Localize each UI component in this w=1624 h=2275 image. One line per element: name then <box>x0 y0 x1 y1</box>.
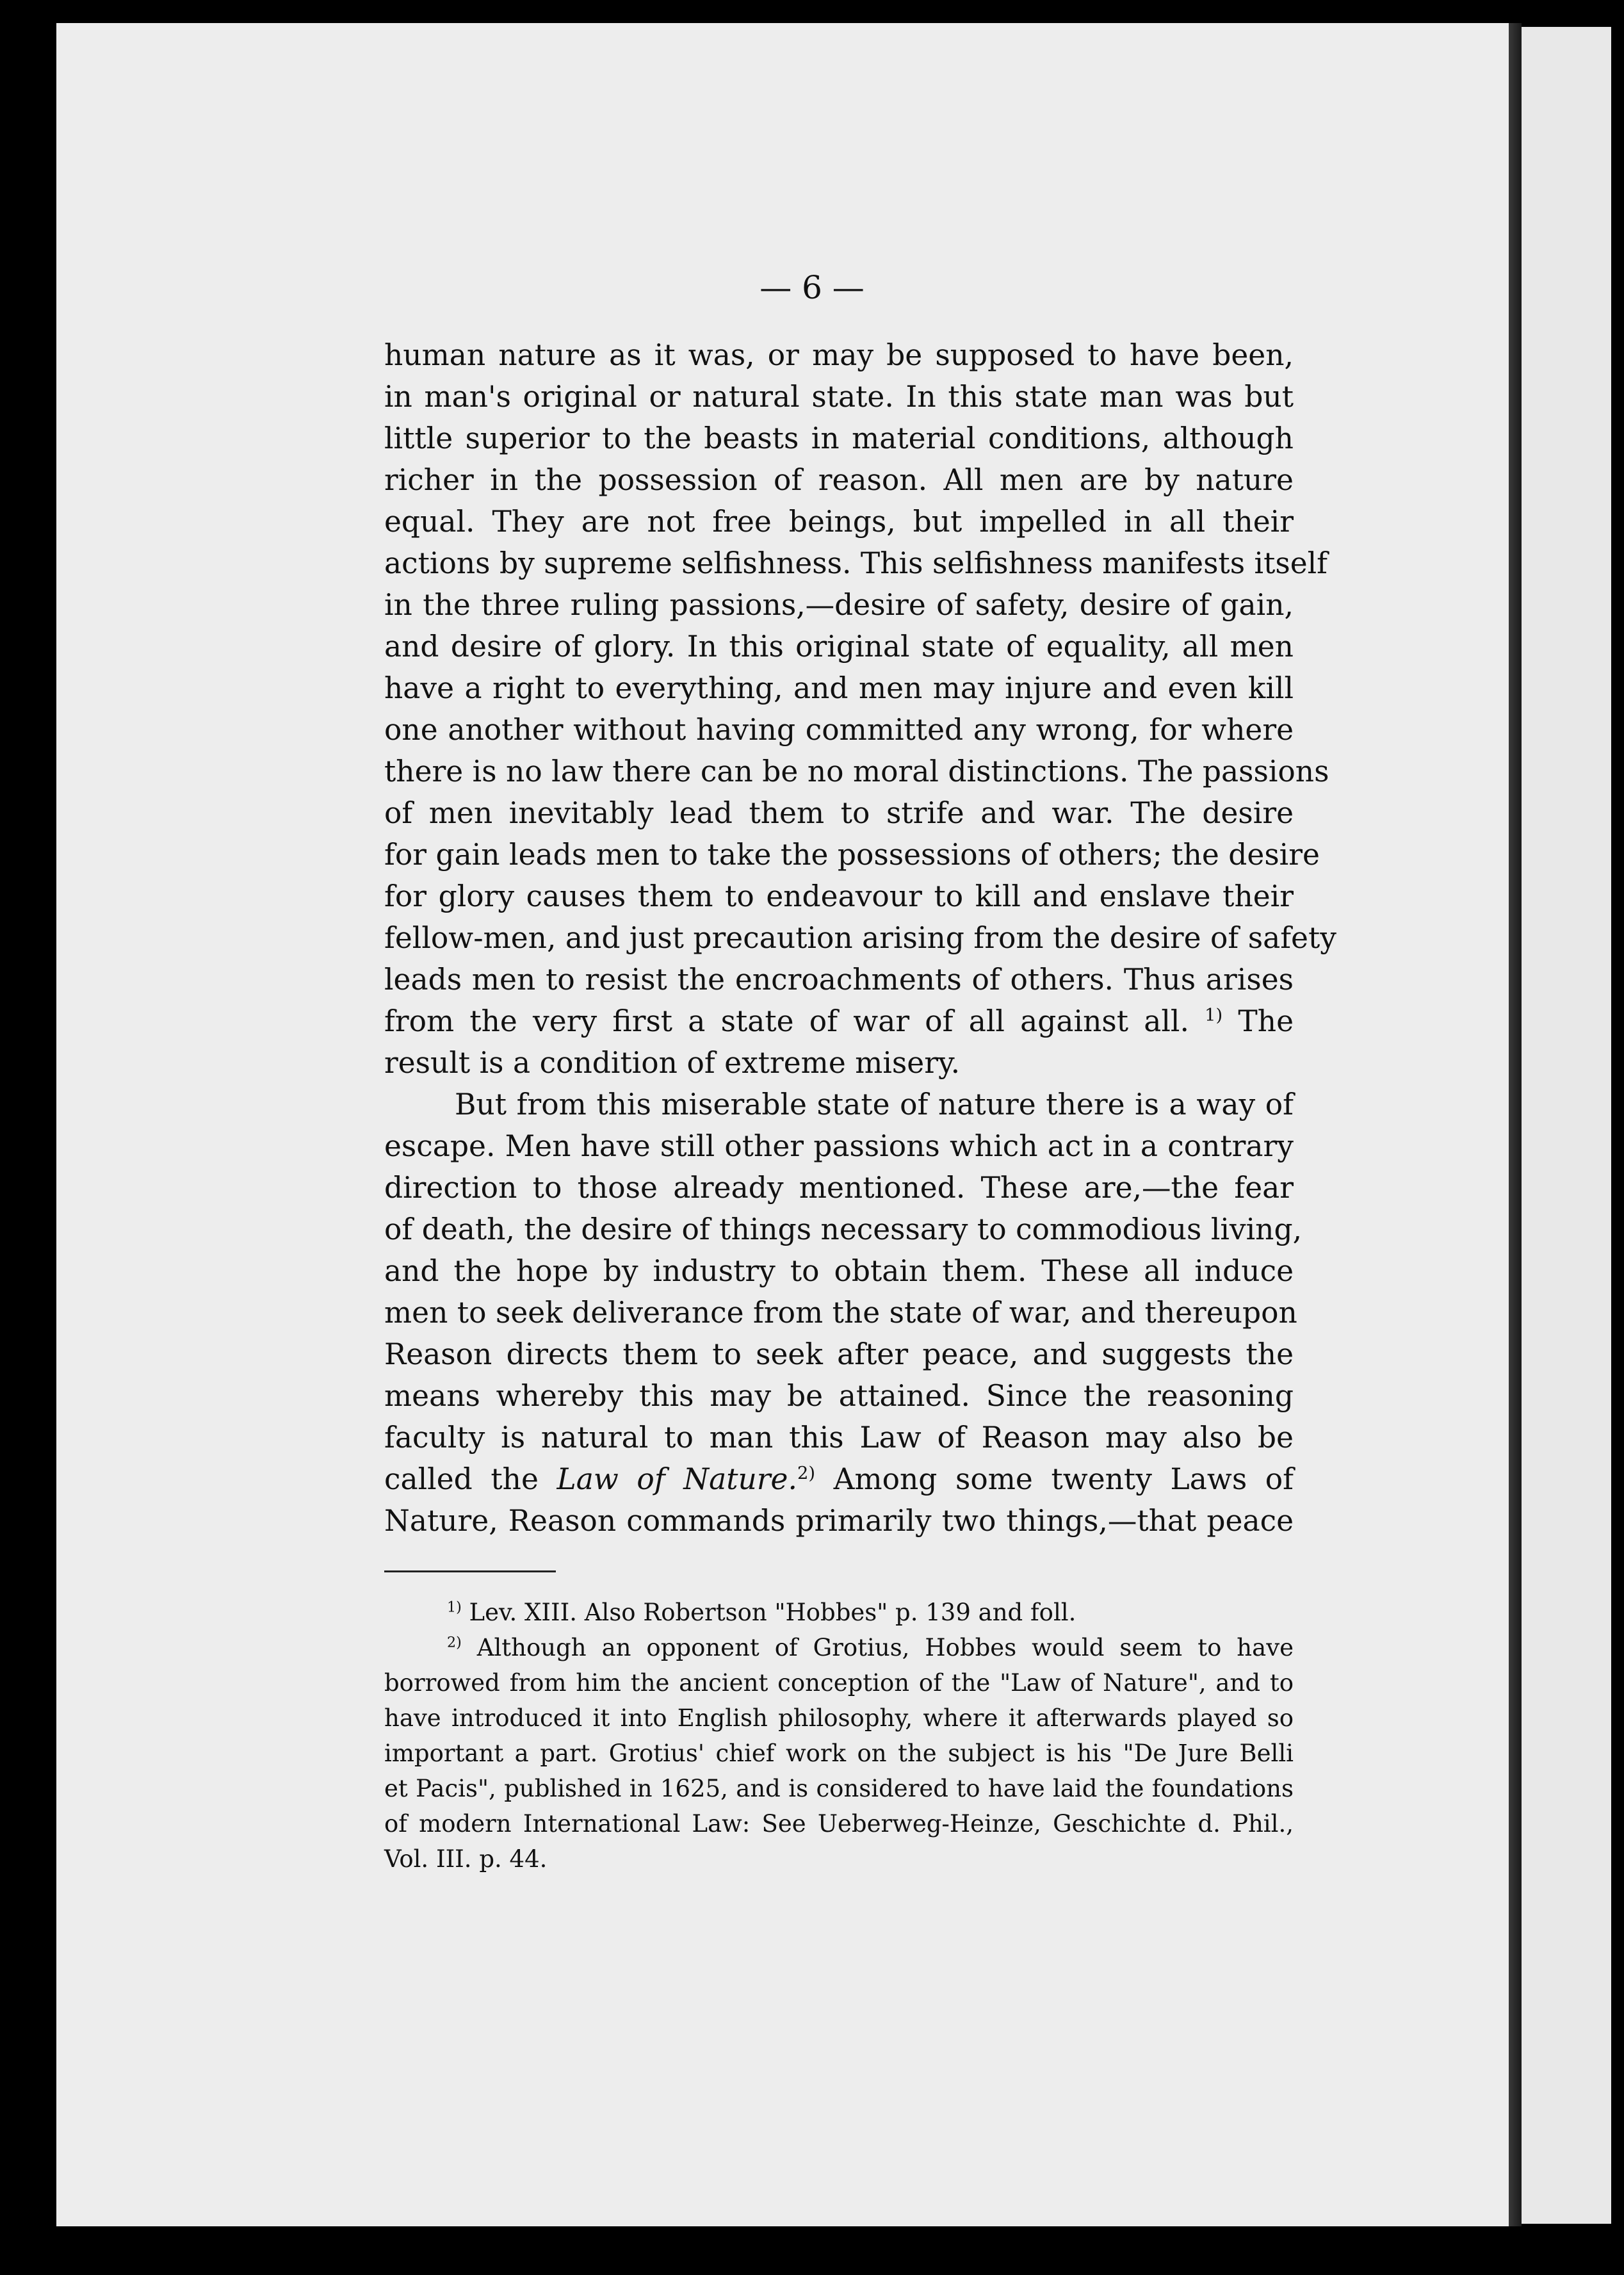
text-line: escape. Men have still other passions which act in a contrary <box>384 1129 1294 1163</box>
footnote-mark: 2) <box>447 1634 462 1651</box>
footnote-mark: 1) <box>447 1599 462 1616</box>
text-line: human nature as it was, or may be supposed to have been, <box>384 338 1294 372</box>
footnote-line: of modern International Law: See Ueberweg-Heinze, Geschichte d. Phil., <box>384 1810 1294 1838</box>
text-line: little superior to the beasts in material conditions, although <box>384 421 1294 455</box>
adjacent-page-edge <box>1522 27 1611 2224</box>
footnotes <box>384 1595 1294 1877</box>
text-segment: The <box>1238 1004 1294 1038</box>
page-edge-shadow <box>1509 23 1522 2226</box>
text-line: in man's original or natural state. In this state man was but <box>384 380 1294 414</box>
text-line: direction to those already mentioned. These are,—the fear <box>384 1171 1294 1205</box>
footnote-1 <box>384 1595 1294 1630</box>
text-line: men to seek deliverance from the state of war, and thereupon <box>384 1296 1297 1330</box>
text-line: means whereby this may be attained. Since the reasoning <box>384 1379 1294 1413</box>
text-line: of death, the desire of things necessary to commodious living, <box>384 1212 1303 1246</box>
text-segment: from the very first a state of war of all against all. <box>384 1004 1189 1038</box>
text-line: have a right to everything, and men may injure and even kill <box>384 671 1294 705</box>
footnote-line: borrowed from him the ancient conception of the "Law of Nature", and to <box>384 1669 1294 1697</box>
footnote-text: Although an opponent of Grotius, Hobbes would seem to have <box>476 1634 1294 1661</box>
footnote-line: important a part. Grotius' chief work on the subject is his "De Jure Belli <box>384 1740 1294 1767</box>
body-text <box>384 334 1336 1542</box>
text-line: fellow-men, and just precaution arising from the desire of safety <box>384 921 1336 955</box>
text-line: But from this miserable state of nature there is a way of <box>455 1088 1294 1121</box>
text-line: faculty is natural to man this Law of Reason may also be <box>384 1421 1294 1455</box>
italic-phrase: Law of Nature. <box>556 1462 797 1496</box>
text-line: and desire of glory. In this original state of equality, all men <box>384 630 1294 664</box>
text-line: and the hope by industry to obtain them. These all induce <box>384 1254 1294 1288</box>
footnote-separator <box>384 1570 556 1572</box>
footnote-line: et Pacis", published in 1625, and is considered to have laid the foundations <box>384 1775 1294 1802</box>
text-line: result is a condition of extreme misery. <box>384 1046 961 1080</box>
text-line: for gain leads men to take the possessions of others; the desire <box>384 838 1320 872</box>
text-line: for glory causes them to endeavour to kill and enslave their <box>384 879 1294 913</box>
text-segment: called the <box>384 1462 539 1496</box>
footnote-line: Vol. III. p. 44. <box>384 1845 548 1873</box>
footnote-ref: 1) <box>1205 1005 1223 1025</box>
text-line: equal. They are not free beings, but impelled in all their <box>384 505 1294 539</box>
footnote-text: Lev. XIII. Also Robertson "Hobbes" p. 139 and foll. <box>469 1599 1076 1626</box>
text-line: actions by supreme selfishness. This selfishness manifests itself <box>384 546 1328 580</box>
text-line: Reason directs them to seek after peace, and suggests the <box>384 1337 1294 1371</box>
footnote-line: have introduced it into English philosophy, where it afterwards played so <box>384 1704 1294 1732</box>
text-line: leads men to resist the encroachments of others. Thus arises <box>384 963 1294 997</box>
page-number: — 6 — <box>759 269 865 306</box>
text-line: one another without having committed any wrong, for where <box>384 713 1294 747</box>
text-line: Nature, Reason commands primarily two things,—that peace <box>384 1504 1294 1538</box>
text-line: in the three ruling passions,—desire of safety, desire of gain, <box>384 588 1294 622</box>
footnote-2 <box>384 1630 1294 1665</box>
text-segment: Among some twenty Laws of <box>833 1462 1294 1496</box>
text-line <box>384 1458 1294 1500</box>
text-line <box>384 1000 1294 1042</box>
text-line: of men inevitably lead them to strife and war. The desire <box>384 796 1294 830</box>
text-line: there is no law there can be no moral distinctions. The passions <box>384 754 1329 788</box>
text-line: richer in the possession of reason. All men are by nature <box>384 463 1294 497</box>
footnote-ref: 2) <box>797 1463 815 1483</box>
